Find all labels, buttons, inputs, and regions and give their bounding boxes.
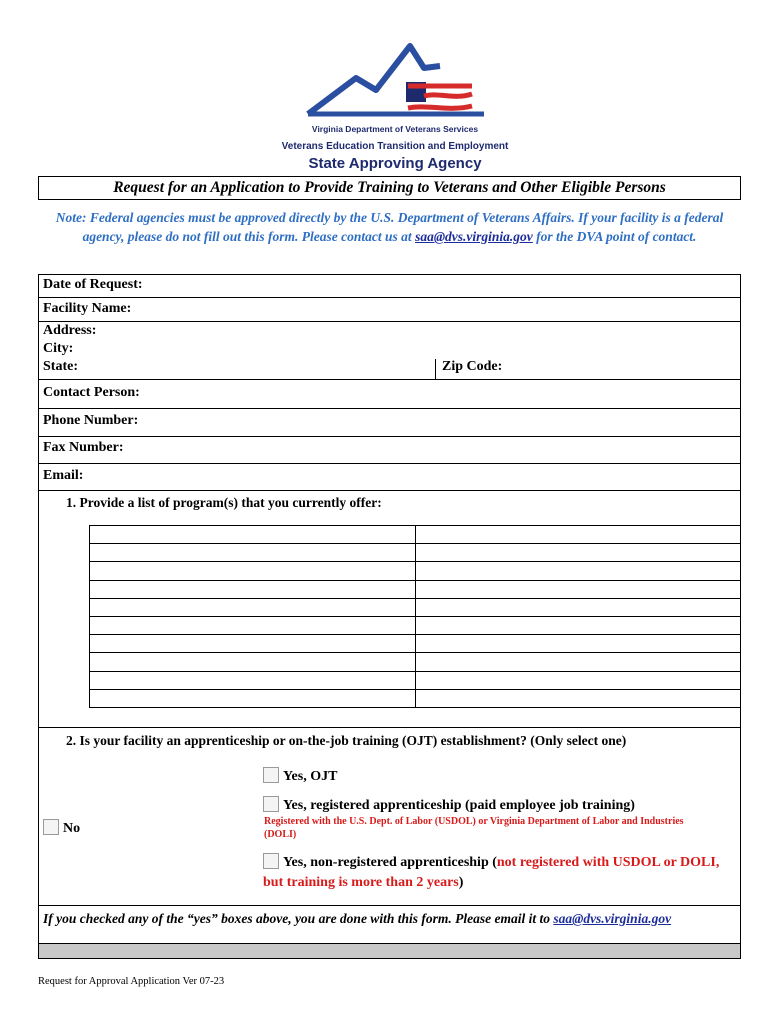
checkbox-non-registered[interactable]: [263, 853, 279, 869]
date-of-request-row[interactable]: [39, 275, 740, 298]
agency-line: State Approving Agency: [308, 155, 482, 172]
program-cell[interactable]: [90, 580, 416, 598]
state-zip-row: [39, 359, 740, 380]
checkbox-ojt[interactable]: [263, 767, 279, 783]
program-cell[interactable]: [90, 689, 416, 707]
email-row[interactable]: [39, 464, 740, 491]
program-line: Veterans Education Transition and Employment: [281, 141, 509, 152]
non-registered-red-text: not registered with USDOL or DOLI, but training is more than 2 years: [263, 855, 720, 890]
facility-label: Facility Name:: [43, 301, 132, 316]
non-registered-end: ): [458, 875, 464, 890]
final-instruction: [39, 905, 740, 928]
state-label[interactable]: State:: [43, 359, 78, 374]
program-cell[interactable]: [415, 526, 741, 544]
program-cell[interactable]: [415, 544, 741, 562]
checkbox-no[interactable]: [43, 819, 59, 835]
option-ojt-label: Yes, OJT: [283, 769, 338, 784]
option-no-label: No: [63, 821, 81, 836]
option-non-registered-label: Yes, non-registered apprenticeship (: [283, 855, 497, 870]
fax-number-row[interactable]: [39, 437, 740, 464]
program-cell[interactable]: [90, 562, 416, 580]
program-cell[interactable]: [415, 635, 741, 653]
program-cell[interactable]: [90, 653, 416, 671]
program-cell[interactable]: [415, 653, 741, 671]
program-cell[interactable]: [415, 562, 741, 580]
program-cell[interactable]: [90, 616, 416, 634]
note-text-2: for the DVA point of contact.: [532, 229, 697, 244]
application-form: [38, 274, 741, 959]
option-yes-registered[interactable]: [263, 796, 635, 814]
programs-table: [89, 525, 741, 708]
city-row[interactable]: [39, 341, 740, 359]
address-label: Address:: [43, 323, 97, 338]
checkbox-registered[interactable]: [263, 796, 279, 812]
contact-person-row[interactable]: [39, 380, 740, 409]
contact-label: Contact Person:: [43, 385, 140, 400]
program-cell[interactable]: [415, 689, 741, 707]
option-registered-label: Yes, registered apprenticeship (paid employee job training): [283, 798, 635, 813]
shaded-footer-bar: [39, 943, 740, 958]
program-cell[interactable]: [415, 671, 741, 689]
date-label: Date of Request:: [43, 277, 143, 292]
program-cell[interactable]: [90, 635, 416, 653]
registered-subnote: Registered with the U.S. Dept. of Labor (USDOL) or Virginia Department of Labor and Industries (DOLI): [264, 816, 684, 840]
final-email-link[interactable]: saa@dvs.virginia.gov: [553, 911, 672, 926]
program-cell[interactable]: [90, 526, 416, 544]
form-title: Request for an Application to Provide Training to Veterans and Other Eligible Persons: [38, 176, 741, 200]
program-cell[interactable]: [415, 616, 741, 634]
fax-label: Fax Number:: [43, 440, 124, 455]
question-2: 2. Is your facility an apprenticeship or on-the-job training (OJT) establishment? (Only select one): [66, 733, 627, 748]
program-cell[interactable]: [90, 671, 416, 689]
phone-number-row[interactable]: [39, 409, 740, 437]
final-text: If you checked any of the “yes” boxes above, you are done with this form. Please email it to: [43, 911, 554, 926]
option-yes-non-registered[interactable]: [263, 853, 733, 893]
agency-logo: [270, 38, 520, 175]
city-label: City:: [43, 341, 74, 356]
note-email-link[interactable]: saa@dvs.virginia.gov: [415, 229, 533, 244]
program-cell[interactable]: [90, 544, 416, 562]
federal-agency-note: [38, 208, 741, 246]
email-label: Email:: [43, 468, 84, 483]
option-yes-ojt[interactable]: [263, 767, 337, 785]
facility-name-row[interactable]: [39, 298, 740, 322]
program-cell[interactable]: [90, 598, 416, 616]
org-line: Virginia Department of Veterans Services: [311, 124, 479, 134]
program-cell[interactable]: [415, 598, 741, 616]
program-cell[interactable]: [415, 580, 741, 598]
virginia-state-icon: [304, 38, 484, 122]
section-divider: [39, 727, 740, 728]
zip-code-label[interactable]: Zip Code:: [435, 359, 502, 379]
phone-label: Phone Number:: [43, 413, 139, 428]
footer-version: Request for Approval Application Ver 07-23: [38, 976, 225, 987]
note-text-1: Note: Federal agencies must be approved directly by the U.S. Department of Veterans Affairs. If your facility is a federal agency, please do not fill out this form. Please contact us at: [55, 210, 724, 244]
address-row[interactable]: [39, 322, 740, 341]
option-no[interactable]: [43, 819, 80, 837]
question-1: 1. Provide a list of program(s) that you currently offer:: [66, 495, 382, 510]
